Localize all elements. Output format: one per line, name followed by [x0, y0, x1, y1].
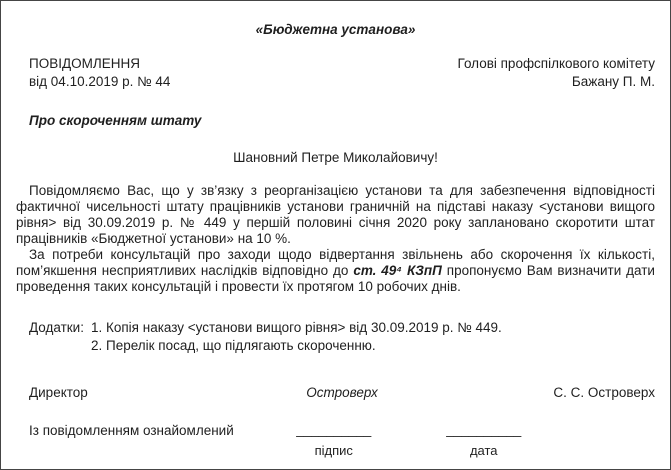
signature-blank-line: __________: [296, 422, 372, 437]
signature-slot: [294, 423, 374, 459]
org-name: «Бюджетна установа»: [255, 22, 416, 37]
date-slot-label: дата: [469, 443, 498, 458]
acknowledgement-text: Із повідомленням ознайомлений: [29, 423, 234, 438]
paragraph-2-text-before: За потреби консультацій про заходи щодо відвертання звільнень або скорочення їх кількості, пом’якшення несприятливих наслідків відповідно до: [16, 247, 655, 278]
date-slot: [444, 423, 524, 459]
signature-row: [29, 385, 655, 401]
doc-date-number: від 04.10.2019 р. № 44: [29, 74, 171, 89]
header-row: [16, 55, 655, 91]
paragraph-1: Повідомляємо Вас, що у зв’язку з реорганізацією установи та для забезпечення відповідності фактичної чисельності штату працівників установи граничній на підставі наказу <установи вищого рівня> від 30.09.2019 р. № 449 у першій половині січня 2020 року заплановано скоротити штат працівників «Бюджетної установи» на 10 %.: [16, 183, 655, 246]
addressee-block: [458, 55, 655, 91]
addressee-title: Голові профспілкового комітету: [457, 56, 655, 71]
signer-name: С. С. Островерх: [553, 385, 656, 400]
addressee-name: Бажану П. М.: [571, 74, 655, 89]
signature-slot-label: підпис: [314, 443, 353, 458]
signer-role: Директор: [29, 385, 88, 400]
doc-title-block: [29, 55, 170, 91]
acknowledgement-row: [29, 423, 655, 459]
law-reference: ст. 49⁴ КЗпП: [353, 263, 442, 278]
paragraph-2-text-after: пропонуємо Вам визначити дати проведення таких консультацій і провести їх протягом 10 робочих днів.: [16, 263, 655, 294]
attachments-label: Додатки:: [29, 320, 84, 335]
salutation: Шановний Петре Миколайовичу!: [233, 150, 438, 165]
attachment-item: 2. Перелік посад, що підлягають скороченню.: [90, 338, 376, 353]
attachments-list: [91, 319, 502, 355]
signature-handwritten: Островерх: [306, 385, 378, 400]
doc-subject: Про скороченням штату: [29, 113, 202, 128]
body-block: [16, 183, 655, 295]
paragraph-2: [16, 247, 655, 295]
attachments-block: [29, 319, 655, 355]
doc-title: ПОВІДОМЛЕННЯ: [29, 56, 140, 71]
date-blank-line: __________: [446, 422, 522, 437]
attachment-item: 1. Копія наказу <установи вищого рівня> від 30.09.2019 р. № 449.: [90, 320, 502, 335]
